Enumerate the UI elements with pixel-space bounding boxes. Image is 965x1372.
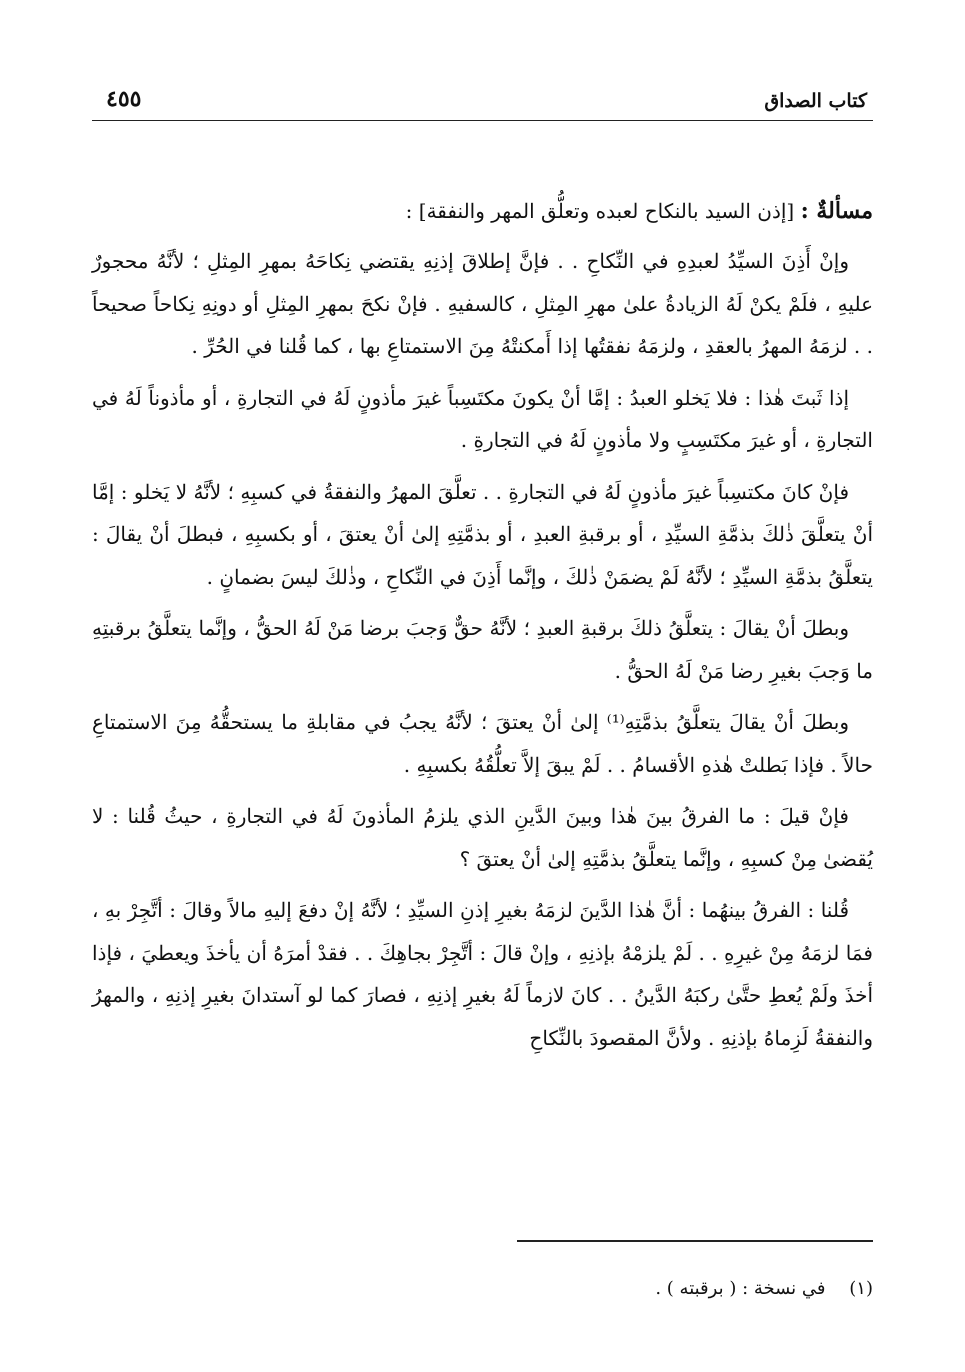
paragraph: إذا ثَبتَ هٰذا : فلا يَخلو العبدُ : إمَّا أنْ يكونَ مكتَسِباً غيرَ مأذونٍ لَهُ في التجارةِ ، أو مأذوناً لَهُ في التجارةِ ، أو غيرَ مكتَسِبٍ ولا مأذونٍ لَهُ في التجارةِ . <box>92 385 873 452</box>
page-number: ٤٥٥ <box>106 86 142 112</box>
paragraph: وبطلَ أنْ يقالَ : يتعلَّقُ ذلكَ برقبةِ العبدِ ؛ لأنَّهُ حقٌّ وَجبَ برضا مَنْ لَهُ الحقُّ ، وإنَّما يتعلَّقُ برقبتِهِ ما وَجبَ بغيرِ رضا مَنْ لَهُ الحقُّ . <box>92 616 873 683</box>
running-header <box>92 86 873 121</box>
footnote <box>92 1278 873 1299</box>
main-text <box>92 186 873 1068</box>
paragraph: فإنْ كانَ مكتسِباً غيرَ مأذونٍ لَهُ في التجارةِ . . تعلَّقَ المهرُ والنفقةُ في كسبِهِ ؛ لأنَّهُ لا يَخلو : إمَّا أنْ يتعلَّقَ ذٰلكَ بذمَّةِ السيِّدِ ، أو برقبةِ العبدِ ، أو بذمَّتِهِ إلىٰ أنْ يعتقَ ، أو بكسبِهِ ، فبطلَ أنْ يقالَ : يتعلَّقُ بذمَّةِ السيِّدِ ؛ لأنَّهُ لَمْ يضمَنْ ذٰلكَ ، وإنَّما أَذِنَ في النِّكاحِ ، وذٰلكَ ليسَ بضمانٍ . <box>92 479 873 589</box>
paragraph: قُلنا : الفرقُ بينهُما : أنَّ هٰذا الدَّينَ لزمَهُ بغيرِ إذنِ السيِّدِ ؛ لأنَّهُ إنْ دفعَ إليهِ مالاً وقالَ : أتَّجِرْ بهِ ، فمَا لزمَهُ مِنْ غيرِهِ . . لَمْ يلزمْهُ بإذنِهِ ، وإنْ قالَ : أتَّجِرْ بجاهِكَ . . فقدْ أمرَهُ أن يأخذَ ويعطيَ ، فإذا أخذَ ولَمْ يُعطِ حتَّىٰ ركبَهُ الدَّينُ . . كانَ لازماً لَهُ بغيرِ إذنِهِ ، فصارَ كما لو آستدانَ بغيرِ إذنِهِ ، والمهرُ والنفقةُ لَزِماهُ بإذنِهِ . ولأنَّ المقصودَ بالنِّكاحِ <box>92 898 874 1050</box>
footnote-text: في نسخة : ( برقبته ) . <box>655 1278 826 1299</box>
paragraph: وإنْ أَذِنَ السيِّدُ لعبدِهِ في النِّكاحِ . . فإنَّ إطلاقَ إذنِهِ يقتضي نِكاحَهُ بمهرِ المِثلِ ؛ لأنَّهُ محجورٌ عليهِ ، فلَمْ يكنْ لَهُ الزيادةُ علىٰ مهرِ المِثلِ ، كالسفيهِ . فإنْ نكحَ بمهرِ المِثلِ أو دونِهِ نِكاحاً صحيحاً . . لزمَهُ المهرُ بالعقدِ ، ولزمَهُ نفقتُها إذا أَمكنتْهُ مِنَ الاستمتاعِ بها ، كما قُلنا في الحُرِّ . <box>92 249 873 358</box>
paragraph: فإنْ قيلَ : ما الفرقُ بينَ هٰذا وبينَ الدَّينِ الذي يلزمُ المأذونَ لَهُ في التجارةِ ، حيثُ قُلنا : لا يُقضىٰ مِنْ كسبِهِ ، وإنَّما يتعلَّقُ بذمَّتِهِ إلىٰ أنْ يعتقَ ؟ <box>92 804 873 871</box>
book-title: كتاب الصداق <box>764 90 867 112</box>
footnote-divider <box>517 1240 873 1242</box>
paragraph: وبطلَ أنْ يقالَ يتعلَّقُ بذمَّتِهِ⁽¹⁾ إلىٰ أنْ يعتقَ ؛ لأنَّهُ يجبُ في مقابلةِ ما يستحقُّهُ مِنَ الاستمتاعِ حالاً . فإذا بَطلتْ هٰذهِ الأقسامُ . . لَمْ يبقَ إلاَّ تعلُّقُهُ بكسبِهِ . <box>92 710 873 777</box>
issue-title: [إذن السيد بالنكاح لعبده وتعلُّق المهر والنفقة] : <box>405 199 795 223</box>
footnote-number: (١) <box>849 1278 873 1299</box>
issue-heading <box>92 186 873 236</box>
issue-label: مسألةٌ : <box>800 198 873 224</box>
